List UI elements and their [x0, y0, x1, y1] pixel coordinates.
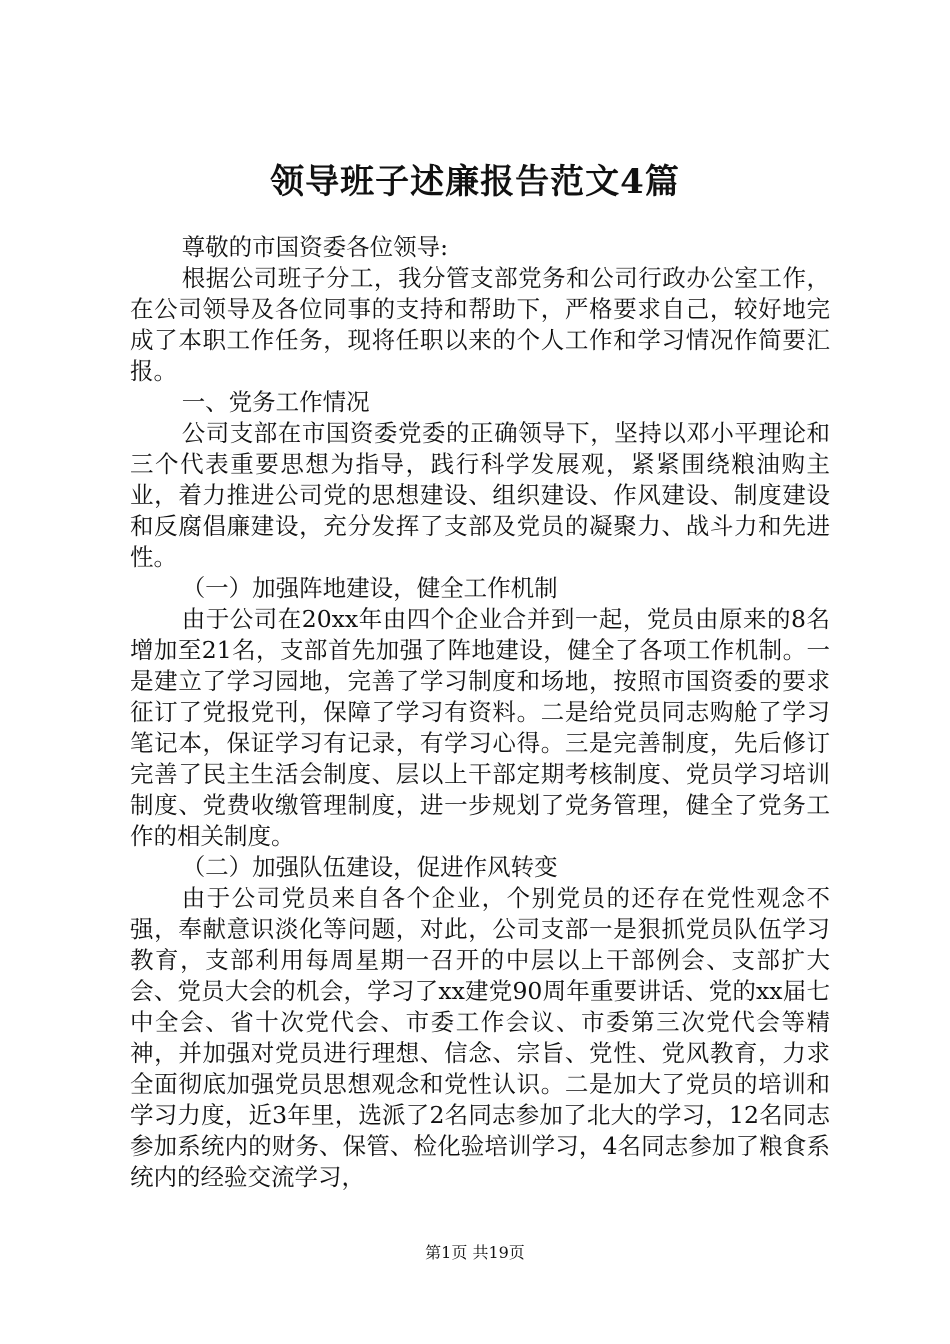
subsection-2-paragraph: 由于公司党员来自各个企业，个别党员的还存在党性观念不强，奉献意识淡化等问题，对此，公司支部一是狠抓党员队伍学习教育，支部利用每周星期一召开的中层以上干部例会、支部扩大会、党员大会的机会，学习了xx建党90周年重要讲话、党的xx届七中全会、省十次党代会、市委工作会议、市委第三次党代会等精神，并加强对党员进行理想、信念、宗旨、党性、党风教育，力求全面彻底加强党员思想观念和党性认识。二是加大了党员的培训和学习力度，近3年里，选派了2名同志参加了北大的学习，12名同志参加系统内的财务、保管、检化验培训学习，4名同志参加了粮食系统内的经验交流学习， [130, 884, 830, 1191]
document-body [130, 232, 830, 1193]
salutation: 尊敬的市国资委各位领导: [181, 233, 449, 261]
document-title: 领导班子述廉报告范文4篇 [270, 162, 680, 202]
subsection-heading-2: （二）加强队伍建设，促进作风转变 [181, 853, 558, 881]
page-number-footer: 第1页 共19页 [425, 1243, 525, 1262]
section-1-paragraph: 公司支部在市国资委党委的正确领导下，坚持以邓小平理论和三个代表重要思想为指导，践行科学发展观，紧紧围绕粮油购主业，着力推进公司党的思想建设、组织建设、作风建设、制度建设和反腐倡廉建设，充分发挥了支部及党员的凝聚力、战斗力和先进性。 [130, 419, 830, 571]
section-heading-1: 一、党务工作情况 [181, 388, 370, 416]
intro-paragraph: 根据公司班子分工，我分管支部党务和公司行政办公室工作，在公司领导及各位同事的支持和帮助下，严格要求自己，较好地完成了本职工作任务，现将任职以来的个人工作和学习情况作简要汇报。 [130, 264, 830, 385]
subsection-1-paragraph: 由于公司在20xx年由四个企业合并到一起，党员由原来的8名增加至21名，支部首先加强了阵地建设，健全了各项工作机制。一是建立了学习园地，完善了学习制度和场地，按照市国资委的要求征订了党报党刊，保障了学习有资料。二是给党员同志购舱了学习笔记本，保证学习有记录，有学习心得。三是完善制度，先后修订完善了民主生活会制度、层以上干部定期考核制度、党员学习培训制度、党费收缴管理制度，进一步规划了党务管理，健全了党务工作的相关制度。 [130, 605, 830, 850]
subsection-heading-1: （一）加强阵地建设，健全工作机制 [181, 574, 558, 602]
